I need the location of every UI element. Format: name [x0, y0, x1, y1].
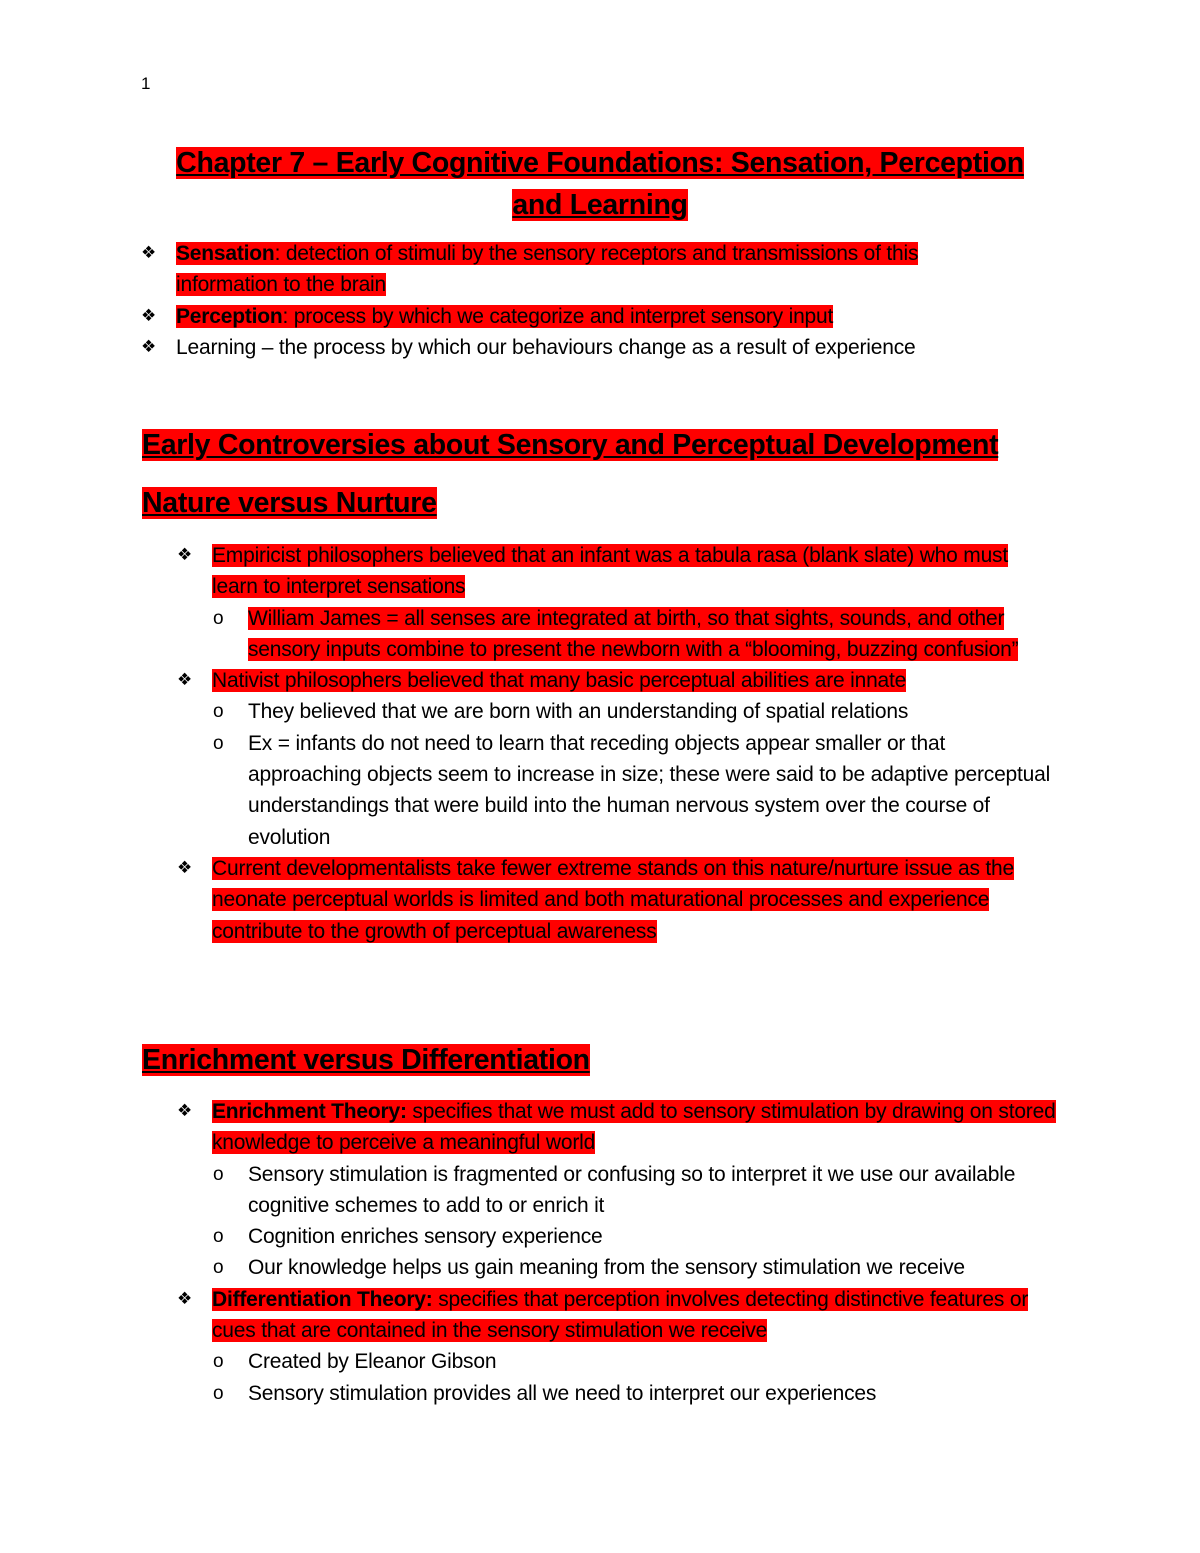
section-heading-controversies: Early Controversies about Sensory and Perceptual Development [142, 429, 999, 461]
section-heading-nature-nurture: Nature versus Nurture [142, 487, 437, 519]
circle-bullet-icon: o [213, 1163, 224, 1185]
example-text: Ex = infants do not need to learn that receding objects appear smaller or that approaching objects seem to increase in size; these were said to be adaptive perceptual understandings that were build into the human nervous system over the course of evolution [248, 731, 1051, 849]
diamond-bullet-icon: ❖ [177, 857, 193, 878]
chapter-title-text: Chapter 7 – Early Cognitive Foundations: Sensation, Perception and Learning [176, 147, 1024, 221]
sub-item [213, 1378, 1057, 1409]
term-label: Perception [176, 304, 283, 328]
list-item [177, 1378, 1057, 1409]
sub-item [213, 728, 1057, 853]
circle-bullet-icon: o [213, 607, 224, 629]
sensation-definition [176, 242, 918, 296]
list-item [141, 238, 971, 301]
circle-bullet-icon: o [213, 1382, 224, 1404]
differentiation-sub-text: Created by Eleanor Gibson [248, 1350, 497, 1374]
circle-bullet-icon: o [213, 1226, 224, 1248]
enrichment-sub-text: Sensory stimulation is fragmented or confusing so to interpret it we use our available cognitive schemes to add to or enrich it [248, 1162, 1016, 1217]
definition-text: specifies that perception involves detecting distinctive features or cues that are contained in the sensory stimulation we receive [212, 1287, 1029, 1343]
list-item [177, 540, 1057, 603]
circle-bullet-icon: o [213, 732, 224, 754]
sub-item [213, 603, 1057, 666]
list-item [177, 1252, 1057, 1283]
page-number: 1 [141, 74, 151, 93]
definition-text: : process by which we categorize and interpret sensory input [282, 304, 834, 328]
list-item [177, 728, 1057, 853]
term-label: Differentiation Theory: [212, 1287, 433, 1311]
circle-bullet-icon: o [213, 1257, 224, 1279]
perception-definition [176, 305, 833, 328]
learning-definition: Learning – the process by which our behaviours change as a result of experience [176, 335, 916, 359]
sub-item [213, 1221, 1057, 1252]
list-item [177, 1221, 1057, 1252]
enrichment-theory [212, 1100, 1056, 1154]
empiricist-text: Empiricist philosophers believed that an infant was a tabula rasa (blank slate) who must learn to interpret sensations [212, 544, 1008, 599]
sub-item [213, 1346, 1057, 1377]
sub-item [213, 1159, 1057, 1222]
sub-item [213, 1252, 1057, 1283]
diamond-bullet-icon: ❖ [141, 336, 157, 357]
section-heading-enrichment: Enrichment versus Differentiation [142, 1044, 590, 1076]
circle-bullet-icon: o [213, 1351, 224, 1373]
list-item [177, 1284, 1057, 1347]
diamond-bullet-icon: ❖ [177, 1288, 193, 1309]
diamond-bullet-icon: ❖ [177, 545, 193, 565]
list-item [141, 301, 971, 332]
list-item [177, 696, 1057, 727]
list-item [177, 1159, 1057, 1222]
list-item [177, 665, 1057, 696]
sub-item [213, 696, 1057, 727]
diamond-bullet-icon: ❖ [141, 243, 157, 263]
diamond-bullet-icon: ❖ [177, 1101, 193, 1121]
differentiation-theory [212, 1288, 1028, 1342]
list-item [177, 603, 1057, 666]
list-item [177, 1096, 1057, 1159]
enrichment-sub-text: Cognition enriches sensory experience [248, 1225, 603, 1249]
diamond-bullet-icon: ❖ [177, 670, 193, 691]
enrichment-list [177, 1096, 1057, 1409]
spatial-text: They believed that we are born with an understanding of spatial relations [248, 700, 909, 724]
list-item [177, 853, 1057, 947]
current-text: Current developmentalists take fewer extreme stands on this nature/nurture issue as the neonate perceptual worlds is limited and both maturational processes and experience contribute to the growth of perceptual awareness [212, 856, 1015, 943]
nativist-text: Nativist philosophers believed that many basic perceptual abilities are innate [212, 669, 907, 693]
chapter-title [155, 142, 1045, 226]
nature-nurture-list [177, 540, 1057, 947]
definition-text: specifies that we must add to sensory stimulation by drawing on stored knowledge to perceive a meaningful world [212, 1100, 1056, 1155]
intro-list [141, 238, 971, 363]
enrichment-sub-text: Our knowledge helps us gain meaning from the sensory stimulation we receive [248, 1256, 965, 1280]
diamond-bullet-icon: ❖ [141, 305, 157, 326]
list-item [141, 332, 971, 363]
differentiation-sub-text: Sensory stimulation provides all we need to interpret our experiences [248, 1381, 877, 1405]
term-label: Sensation [176, 242, 275, 265]
circle-bullet-icon: o [213, 701, 224, 723]
william-james-text: William James = all senses are integrated at birth, so that sights, sounds, and other sensory inputs combine to present the newborn with a “blooming, buzzing confusion” [248, 606, 1019, 661]
definition-text: : detection of stimuli by the sensory receptors and transmissions of this information to the brain [176, 242, 919, 297]
list-item [177, 1346, 1057, 1377]
term-label: Enrichment Theory: [212, 1100, 407, 1123]
